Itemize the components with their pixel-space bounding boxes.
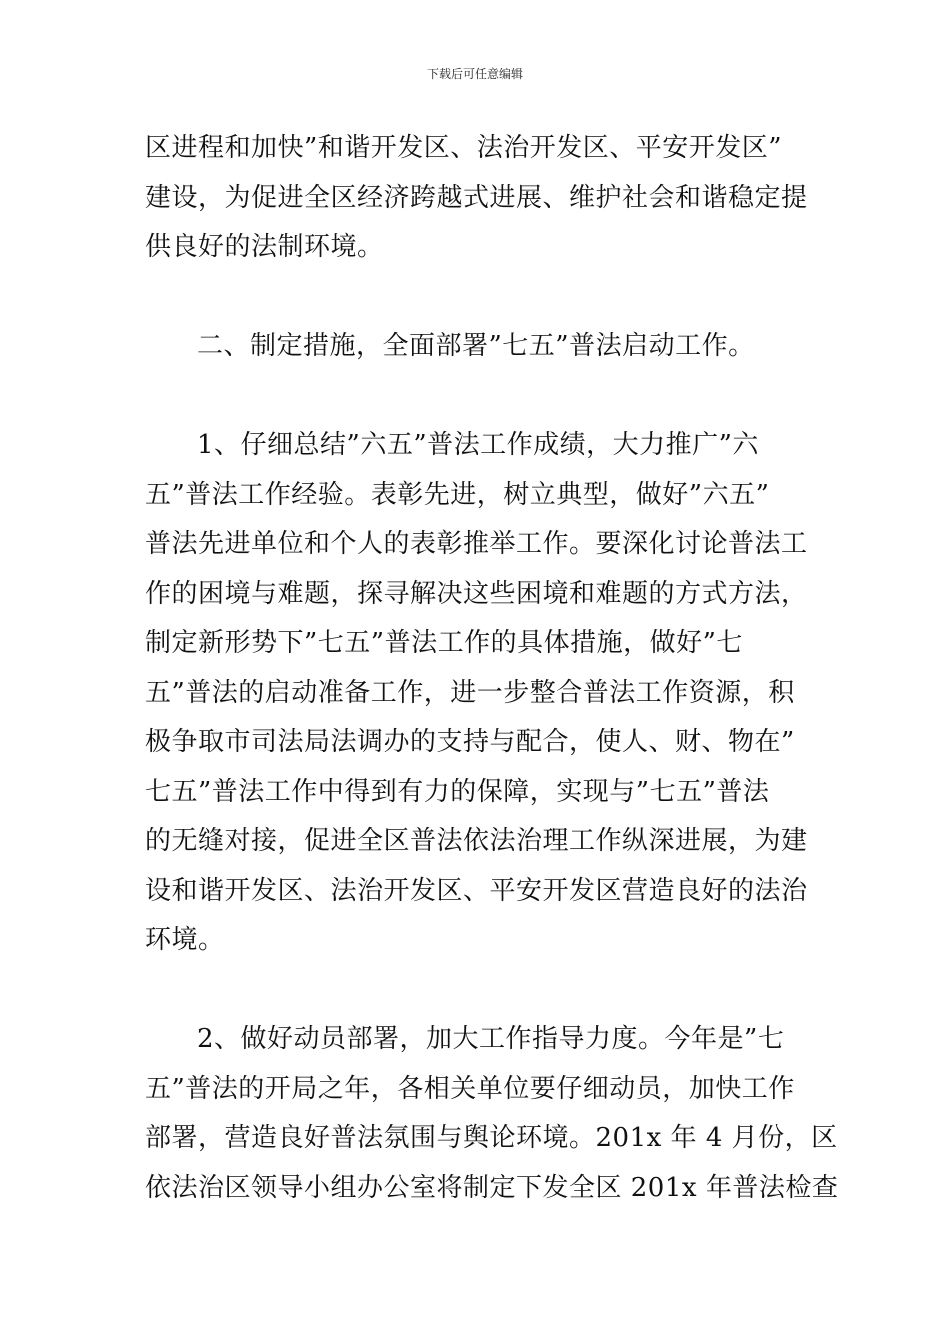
section-heading: 二、制定措施，全面部署”七五”普法启动工作。	[197, 331, 755, 361]
paragraph-line: 供良好的法制环境。	[145, 232, 384, 262]
paragraph-line: 极争取市司法局法调办的支持与配合，使人、财、物在”	[145, 727, 795, 757]
paragraph-line: 五”普法工作经验。表彰先进，树立典型，做好”六五”	[145, 479, 770, 510]
paragraph-line: 作的困境与难题，探寻解决这些困境和难题的方式方法，	[145, 578, 808, 609]
paragraph-gap	[145, 273, 815, 323]
paragraph-line: 设和谐开发区、法治开发区、平安开发区营造良好的法治	[145, 875, 808, 906]
paragraph-line: 五”普法的开局之年，各相关单位要仔细动员，加快工作	[145, 1073, 795, 1104]
paragraph-line: 七五”普法工作中得到有力的保障，实现与”七五”普法	[145, 776, 770, 807]
paragraph-line: 部署，营造良好普法氛围与舆论环境。201x 年 4 月份，区	[145, 1123, 838, 1153]
paragraph-line: 普法先进单位和个人的表彰推举工作。要深化讨论普法工	[145, 529, 808, 559]
paragraph-line: 依法治区领导小组办公室将制定下发全区 201x 年普法检查	[145, 1172, 839, 1203]
paragraph-line: 2、做好动员部署，加大工作指导力度。今年是”七	[197, 1024, 785, 1054]
paragraph-line: 1、仔细总结”六五”普法工作成绩，大力推广”六	[197, 430, 759, 460]
page-header: 下载后可任意编辑	[426, 67, 523, 81]
paragraph-line: 建设，为促进全区经济跨越式进展、维护社会和谐稳定提	[145, 182, 808, 213]
paragraph-line: 五”普法的启动准备工作，进一步整合普法工作资源，积	[145, 677, 795, 708]
paragraph-line: 的无缝对接，促进全区普法依法治理工作纵深进展，为建	[145, 826, 808, 856]
paragraph-line: 环境。	[145, 925, 225, 955]
paragraph-line: 区进程和加快”和谐开发区、法治开发区、平安开发区”	[145, 133, 783, 163]
document-body	[145, 124, 839, 1213]
paragraph-line: 制定新形势下”七五”普法工作的具体措施，做好”七	[145, 628, 743, 658]
paragraph-gap	[145, 966, 815, 1016]
paragraph-gap	[145, 372, 815, 422]
